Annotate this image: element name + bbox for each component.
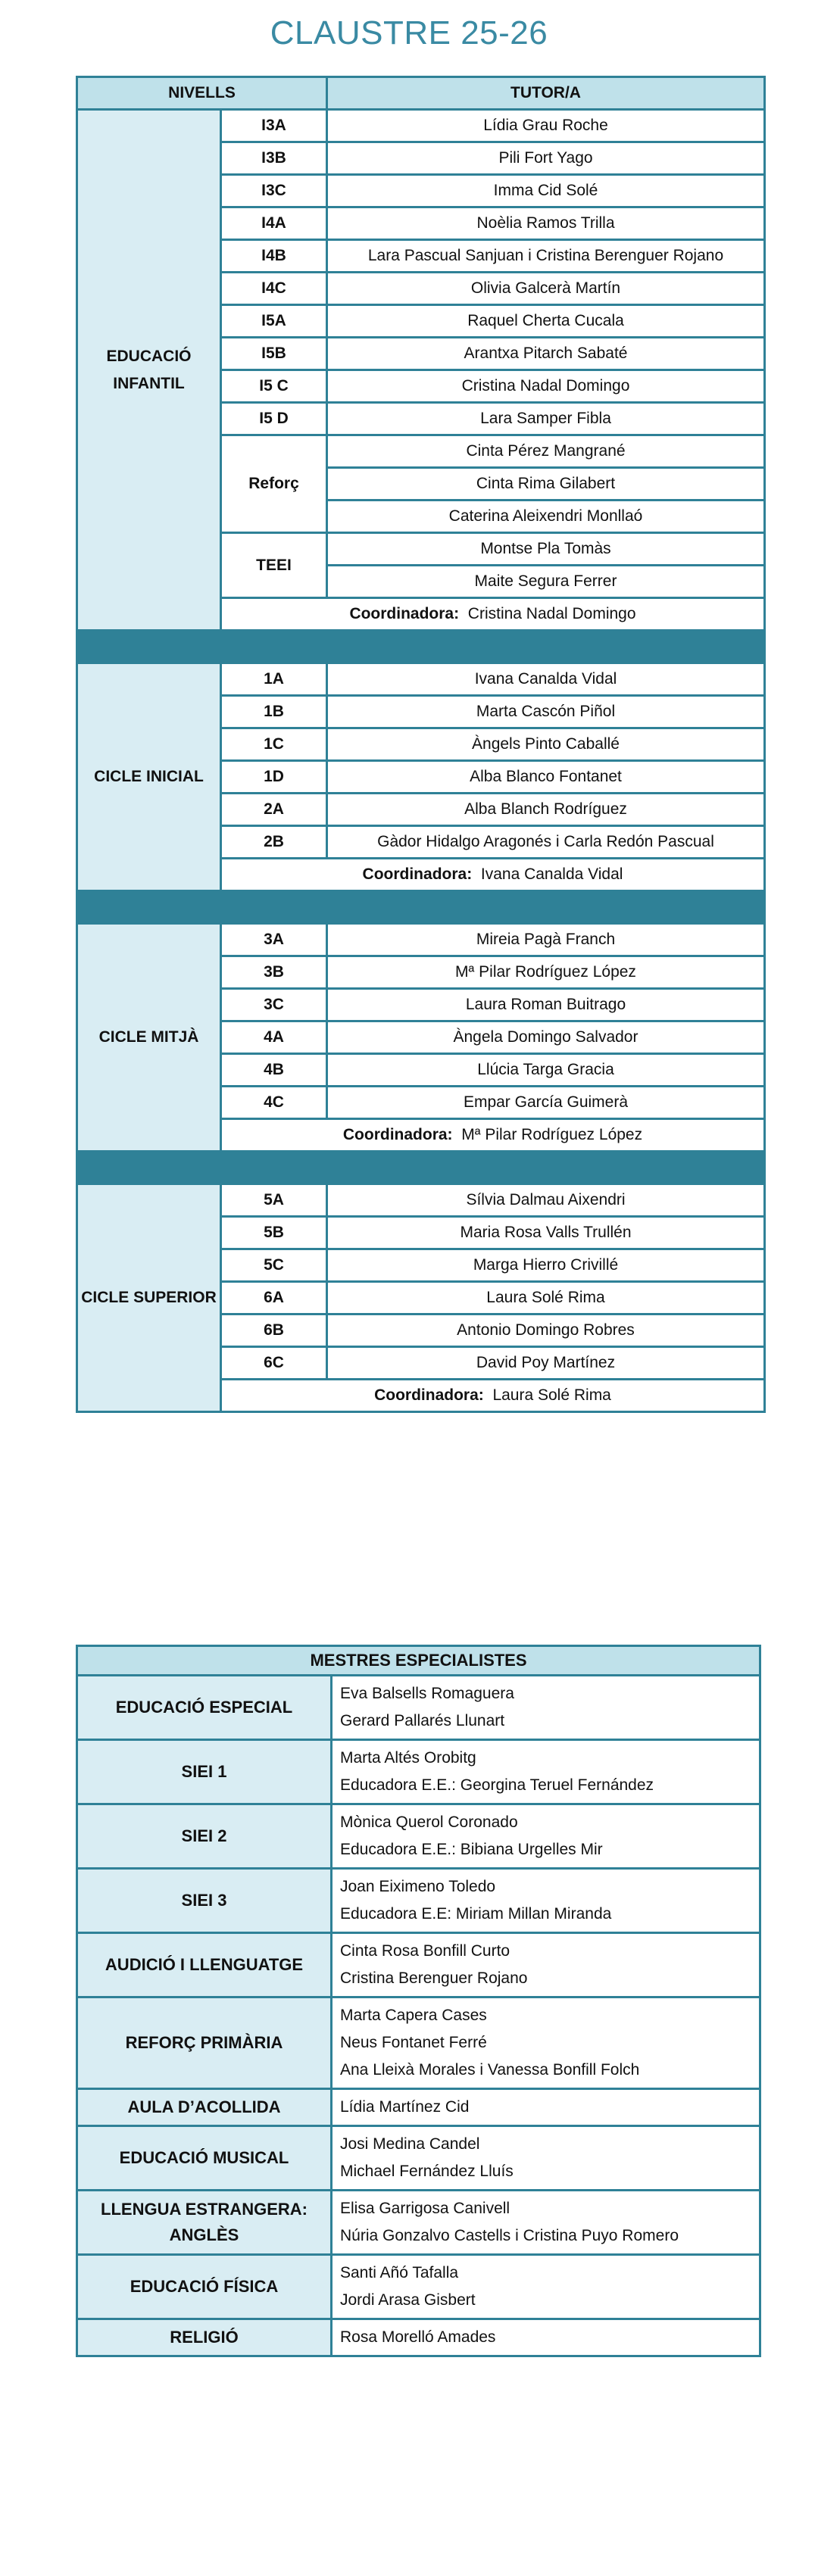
group-cell: I3A [221,110,327,142]
tutor-cell: Noèlia Ramos Trilla [327,207,765,240]
group-cell: 6A [221,1282,327,1315]
tutor-cell: Mª Pilar Rodríguez López [327,956,765,989]
coordinator-cell [221,1380,765,1412]
reforc-name-cell: Caterina Aleixendri Monllaó [327,501,765,533]
specialist-name: Elisa Garrigosa Canivell [340,2200,510,2217]
specialist-name: Neus Fontanet Ferré [340,2034,487,2051]
specialist-names-cell [332,1804,760,1869]
specialist-names-cell [332,2089,760,2126]
group-cell: 3C [221,989,327,1021]
specialist-row [77,2191,760,2255]
group-cell: 3A [221,924,327,956]
tutor-cell: Ivana Canalda Vidal [327,663,765,696]
tutor-cell: Lara Pascual Sanjuan i Cristina Berenguer Rojano [327,240,765,273]
tutor-cell: Lara Samper Fibla [327,403,765,435]
tutor-cell: Àngels Pinto Caballé [327,728,765,761]
tutor-cell: Marta Cascón Piñol [327,696,765,728]
specialist-names-cell [332,2191,760,2255]
table-row [77,924,765,956]
specialist-name: Ana Lleixà Morales i Vanessa Bonfill Folch [340,2061,640,2079]
specialist-name: Eva Balsells Romaguera [340,1685,514,1702]
specialist-name: Michael Fernández Lluís [340,2163,514,2180]
specialist-area-cell: SIEI 1 [77,1740,332,1804]
specialist-names-cell [332,1997,760,2089]
specialist-name: Marta Capera Cases [340,2007,487,2024]
specialist-area-cell: AULA D’ACOLLIDA [77,2089,332,2126]
level-cell: CICLE SUPERIOR [77,1184,221,1412]
specialist-area-cell: EDUCACIÓ ESPECIAL [77,1676,332,1740]
specialist-name: Educadora E.E: Miriam Millan Miranda [340,1905,612,1923]
tutor-cell: Gàdor Hidalgo Aragonés i Carla Redón Pascual [327,826,765,859]
coordinator-label: Coordinadora: [349,605,460,622]
coordinator-cell [221,598,765,631]
coordinator-name: Ivana Canalda Vidal [480,865,623,883]
tutor-cell: Arantxa Pitarch Sabaté [327,338,765,370]
tutor-cell: Imma Cid Solé [327,175,765,207]
specialist-names-cell [332,2319,760,2356]
specialist-area-cell: SIEI 3 [77,1869,332,1933]
specialist-names-cell [332,2126,760,2191]
group-cell: 5A [221,1184,327,1217]
header-tutor: TUTOR/A [327,77,765,110]
tutor-cell: Raquel Cherta Cucala [327,305,765,338]
group-cell: I5B [221,338,327,370]
group-cell: I5A [221,305,327,338]
specialist-row [77,2126,760,2191]
tutor-cell: Laura Solé Rima [327,1282,765,1315]
separator-cell [77,631,765,663]
specialists-header-row [77,1646,760,1676]
section-separator [77,891,765,924]
group-cell: 1D [221,761,327,794]
specialist-area-cell: REFORÇ PRIMÀRIA [77,1997,332,2089]
tutor-cell: Sílvia Dalmau Aixendri [327,1184,765,1217]
tutor-cell: Alba Blanco Fontanet [327,761,765,794]
specialist-names-cell [332,1676,760,1740]
group-cell: I4B [221,240,327,273]
section-separator [77,631,765,663]
tutor-cell: David Poy Martínez [327,1347,765,1380]
specialist-row [77,1997,760,2089]
header-nivells: NIVELLS [77,77,327,110]
level-cell: CICLE MITJÀ [77,924,221,1152]
group-cell: 4A [221,1021,327,1054]
specialist-name: Lídia Martínez Cid [340,2098,470,2116]
group-cell: 1C [221,728,327,761]
teei-name-cell: Montse Pla Tomàs [327,533,765,566]
tutor-cell: Marga Hierro Crivillé [327,1249,765,1282]
coordinator-cell [221,1119,765,1152]
specialist-name: Cristina Berenguer Rojano [340,1969,528,1987]
tutor-cell: Àngela Domingo Salvador [327,1021,765,1054]
specialist-name: Mònica Querol Coronado [340,1813,518,1831]
group-cell: 2B [221,826,327,859]
group-cell: 1B [221,696,327,728]
coordinator-label: Coordinadora: [342,1126,453,1143]
group-cell: 2A [221,794,327,826]
tutor-cell: Maria Rosa Valls Trullén [327,1217,765,1249]
specialist-name: Josi Medina Candel [340,2135,480,2153]
table-row [77,1184,765,1217]
specialist-name: Núria Gonzalvo Castells i Cristina Puyo Romero [340,2227,679,2244]
group-cell: 1A [221,663,327,696]
level-cell: CICLE INICIAL [77,663,221,891]
specialist-area-cell: EDUCACIÓ MUSICAL [77,2126,332,2191]
specialist-names-cell [332,1933,760,1997]
section-separator [77,1152,765,1184]
specialist-name: Joan Eiximeno Toledo [340,1878,496,1895]
level-cell: EDUCACIÓ INFANTIL [77,110,221,631]
specialist-names-cell [332,2255,760,2319]
reforc-name-cell: Cinta Rima Gilabert [327,468,765,501]
group-cell: 5B [221,1217,327,1249]
reforc-name-cell: Cinta Pérez Mangrané [327,435,765,468]
group-cell: 6C [221,1347,327,1380]
teei-label-cell: TEEI [221,533,327,598]
coordinator-cell [221,859,765,891]
group-cell: 5C [221,1249,327,1282]
tutor-cell: Pili Fort Yago [327,142,765,175]
tutor-cell: Mireia Pagà Franch [327,924,765,956]
tutor-cell: Alba Blanch Rodríguez [327,794,765,826]
specialist-area-cell: AUDICIÓ I LLENGUATGE [77,1933,332,1997]
teei-name-cell: Maite Segura Ferrer [327,566,765,598]
page-title: CLAUSTRE 25-26 [270,14,548,51]
tutor-cell: Antonio Domingo Robres [327,1315,765,1347]
specialist-row [77,1804,760,1869]
group-cell: I4A [221,207,327,240]
group-cell: 4B [221,1054,327,1087]
tutor-cell: Empar García Guimerà [327,1087,765,1119]
group-cell: 6B [221,1315,327,1347]
tutor-cell: Cristina Nadal Domingo [327,370,765,403]
group-cell: I3B [221,142,327,175]
group-cell: I5 D [221,403,327,435]
group-cell: I5 C [221,370,327,403]
group-cell: I4C [221,273,327,305]
tutor-cell: Laura Roman Buitrago [327,989,765,1021]
separator-cell [77,891,765,924]
specialist-name: Marta Altés Orobitg [340,1749,476,1767]
specialist-name: Santi Añó Tafalla [340,2264,459,2281]
specialist-row [77,1869,760,1933]
tutors-table [76,76,766,1413]
specialist-name: Educadora E.E.: Bibiana Urgelles Mir [340,1841,603,1858]
specialist-area-cell: EDUCACIÓ FÍSICA [77,2255,332,2319]
group-cell: I3C [221,175,327,207]
coordinator-name: Laura Solé Rima [492,1386,611,1404]
specialists-table [76,1645,761,2357]
specialist-row [77,1676,760,1740]
tutors-header-row [77,77,765,110]
specialist-name: Educadora E.E.: Georgina Teruel Fernández [340,1776,654,1794]
group-cell: 4C [221,1087,327,1119]
specialist-row [77,1740,760,1804]
reforc-label-cell: Reforç [221,435,327,533]
specialist-row [77,2255,760,2319]
coordinator-name: Mª Pilar Rodríguez López [461,1126,643,1143]
specialist-names-cell [332,1740,760,1804]
specialist-area-cell: LLENGUA ESTRANGERA: ANGLÈS [77,2191,332,2255]
coordinator-name: Cristina Nadal Domingo [467,605,636,622]
specialist-row [77,1933,760,1997]
specialist-row [77,2089,760,2126]
group-cell: 3B [221,956,327,989]
specialist-name: Cinta Rosa Bonfill Curto [340,1942,510,1960]
table-row [77,663,765,696]
specialist-names-cell [332,1869,760,1933]
tutor-cell: Olivia Galcerà Martín [327,273,765,305]
specialist-area-cell: RELIGIÓ [77,2319,332,2356]
table-row [77,110,765,142]
specialist-area-cell: SIEI 2 [77,1804,332,1869]
specialist-row [77,2319,760,2356]
specialist-name: Gerard Pallarés Llunart [340,1712,505,1729]
tutor-cell: Lídia Grau Roche [327,110,765,142]
specialist-name: Rosa Morelló Amades [340,2328,496,2346]
tutor-cell: Llúcia Targa Gracia [327,1054,765,1087]
separator-cell [77,1152,765,1184]
specialists-header: MESTRES ESPECIALISTES [77,1646,760,1676]
coordinator-label: Coordinadora: [374,1386,484,1404]
specialist-name: Jordi Arasa Gisbert [340,2291,476,2309]
coordinator-label: Coordinadora: [362,865,473,883]
